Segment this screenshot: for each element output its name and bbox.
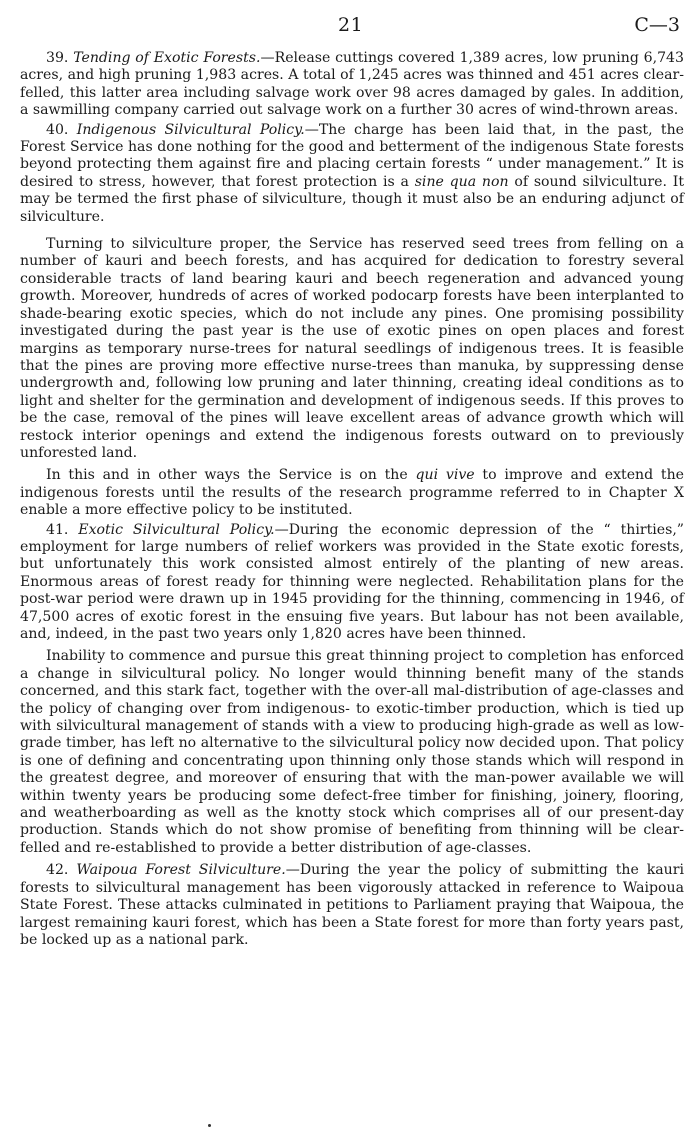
section-42-separator: —: [285, 862, 300, 879]
page-number: 21: [338, 14, 364, 36]
section-40-number: 40.: [46, 121, 69, 138]
section-41-number: 41.: [46, 521, 69, 538]
section-40-paragraph-1: [20, 122, 684, 226]
page-header: [20, 14, 684, 50]
section-42-text: During the year the policy of submitting the kauri forests to silvicultural management has been vigorously attacked in reference to Waipoua State Forest. These attacks culminated in petitions to Parliament praying that Waipoua, the largest remaining kauri forest, which has been a State forest for more than forty years past, be locked up as a national park.: [20, 862, 684, 948]
section-40-paragraph-3: [20, 467, 684, 519]
section-41-paragraph-1: [20, 522, 684, 644]
section-42-number: 42.: [46, 862, 69, 879]
section-39-paragraph: [20, 50, 684, 120]
section-40-paragraph-2: [20, 236, 684, 462]
section-40-separator: —: [304, 121, 319, 138]
section-41-heading: Exotic Silvicultural Policy.: [78, 521, 275, 538]
section-39-heading: Tending of Exotic Forests.: [73, 50, 261, 66]
section-40-text-1b: of sound silviculture. It may be termed the first phase of silviculture, though it must also be an enduring adjunct of silviculture.: [20, 173, 684, 225]
document-page: [20, 14, 684, 951]
section-40-text-2: Turning to silviculture proper, the Service has reserved seed trees from felling on a number of kauri and beech forests, and has acquired for dedication to forestry several considerable tracts of land bearing kauri and beech regeneration and advanced young growth. Moreover, hundreds of acres of worked podocarp forests have been interplanted to shade-bearing exotic species, which do not include any pines. One promising possibility investigated during the past year is the use of exotic pines on open places and forest margins as temporary nurse-trees for natural seedlings of indigenous trees. It is feasible that the pines are proving more effective nurse-trees than manuka, by suppressing dense undergrowth and, following low pruning and later thinning, creating ideal conditions as to light and shelter for the germination and development of indigenous seeds. If this proves to be the case, removal of the pines will leave excellent areas of advance growth which will restock interior openings and extend the indigenous forests outward on to previously unforested land.: [20, 236, 684, 461]
page-dot-mark: [208, 1124, 211, 1127]
section-40-text-1a: The charge has been laid that, in the past, the Forest Service has done nothing for the good and betterment of the indigenous State forests beyond protecting them against fire and placing certain forests “ under management.” It is desired to stress, however, that forest protection is a: [20, 121, 684, 190]
body-text: [20, 50, 684, 949]
section-39-separator: —: [260, 50, 275, 66]
section-41-paragraph-2: [20, 648, 684, 857]
section-39-number: 39.: [46, 50, 69, 66]
document-reference: C—3: [634, 14, 680, 36]
section-41-separator: —: [274, 521, 289, 538]
section-40-heading: Indigenous Silvicultural Policy.: [76, 121, 305, 138]
section-41-text-1: During the economic depression of the “ thirties,” employment for large numbers of relief workers was provided in the State exotic forests, but unfortunately this work consisted almost entirely of the planting of new areas. Enormous areas of forest ready for thinning were neglected. Rehabilitation plans for the post-war period were drawn up in 1945 providing for the thinning, commencing in 1946, of 47,500 acres of exotic forest in the ensuing five years. But labour has not been available, and, indeed, in the past two years only 1,820 acres have been thinned.: [20, 521, 684, 642]
section-41-text-2: Inability to commence and pursue this great thinning project to completion has enforced a change in silvicultural policy. No longer would thinning benefit many of the stands concerned, and this stark fact, together with the over-all mal-distribution of age-classes and the policy of changing over from indigenous- to exotic-timber production, which is tied up with silvicultural management of stands with a view to producing high-grade as well as low-grade timber, has left no alternative to the silvicultural policy now decided upon. That policy is one of defining and concentrating upon thinning only those stands which will respond in the greatest degree, and moreover of ensuring that with the man-power available we will within twenty years be producing some defect-free timber for finishing, joinery, flooring, and weatherboarding as well as the knotty stock which comprises all of our present-day production. Stands which do not show promise of benefiting from thinning will be clear-felled and re-established to provide a better distribution of age-classes.: [20, 648, 684, 856]
section-39-text: Release cuttings covered 1,389 acres, low pruning 6,743 acres, and high pruning 1,983 acres. A total of 1,245 acres was thinned and 451 acres clear-felled, this latter area including salvage work over 98 acres damaged by gales. In addition, a sawmilling company carried out salvage work on a further 30 acres of wind-thrown areas.: [20, 50, 684, 119]
section-40-text-3a: In this and in other ways the Service is on the: [46, 467, 416, 484]
section-40-latin-term: sine qua non: [414, 173, 509, 190]
section-42-heading: Waipoua Forest Silviculture.: [76, 862, 286, 879]
section-42-paragraph: [20, 862, 684, 949]
section-40-text-3b: to improve and extend the indigenous forests until the results of the research programme referred to in Chapter X enable a more effective policy to be instituted.: [20, 467, 685, 519]
section-40-french-term: qui vive: [415, 467, 475, 484]
